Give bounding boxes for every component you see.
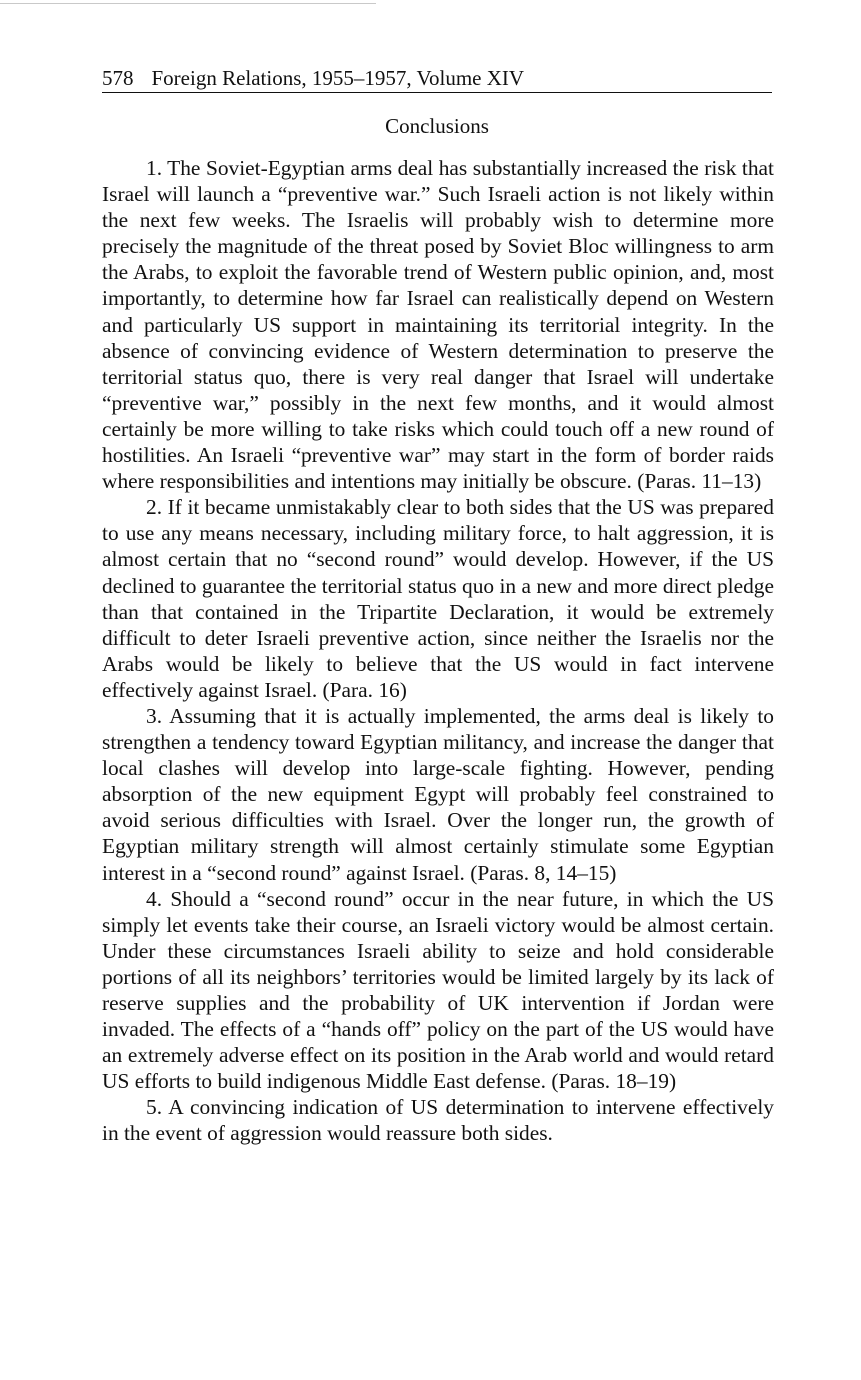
running-title: Foreign Relations, 1955–1957, Volume XIV [151, 66, 525, 90]
section-title: Conclusions [385, 114, 489, 138]
scan-edge-rule [0, 3, 376, 4]
paragraph-1: 1. The Soviet-Egyptian arms deal has substantially increased the risk that Israel will launch a “preventive war.” Such Israeli action is not likely within the next few weeks. The Israelis will probably wish to determine more precisely the magnitude of the threat posed by Soviet Bloc willingness to arm the Arabs, to exploit the favorable trend of Western public opinion, and, most importantly, to determine how far Israel can realistically depend on Western and particularly US support in maintaining its territorial integrity. In the absence of convincing evidence of Western determination to preserve the territorial status quo, there is very real danger that Israel will undertake “preventive war,” possibly in the next few months, and it would almost certainly be more willing to take risks which could touch off a new round of hostilities. An Israeli “preventive war” may start in the form of border raids where responsibilities and intentions may initially be obscure. (Paras. 11–13) [102, 156, 774, 494]
paragraph-2: 2. If it became unmistakably clear to both sides that the US was prepared to use any means necessary, including military force, to halt aggression, it is almost certain that no “second round” would develop. However, if the US declined to guarantee the territorial status quo in a new and more direct pledge than that contained in the Tripartite Declaration, it would be extremely difficult to deter Israeli preventive action, since neither the Israelis nor the Arabs would be likely to believe that the US would in fact intervene effectively against Israel. (Para. 16) [102, 495, 774, 702]
paragraph-5: 5. A convincing indication of US determination to intervene effectively in the event of aggression would reassure both sides. [102, 1095, 774, 1146]
running-header [102, 64, 772, 93]
paragraph-4: 4. Should a “second round” occur in the near future, in which the US simply let events take their course, an Israeli victory would be almost certain. Under these circumstances Israeli ability to seize and hold considerable portions of all its neighbors’ territories would be limited largely by its lack of reserve supplies and the probability of UK intervention if Jordan were invaded. The effects of a “hands off” policy on the part of the US would have an extremely adverse effect on its position in the Arab world and would retard US efforts to build indigenous Middle East defense. (Paras. 18–19) [102, 886, 774, 1094]
page-number: 578 [102, 66, 134, 90]
paragraph-3: 3. Assuming that it is actually implemented, the arms deal is likely to strengthen a tendency toward Egyptian militancy, and increase the danger that local clashes will develop into large-scale fighting. However, pending absorption of the new equipment Egypt will probably feel constrained to avoid serious difficulties with Israel. Over the longer run, the growth of Egyptian military strength will almost certainly stimulate some Egyptian interest in a “second round” against Israel. (Paras. 8, 14–15) [102, 703, 774, 885]
document-body [102, 155, 774, 1147]
